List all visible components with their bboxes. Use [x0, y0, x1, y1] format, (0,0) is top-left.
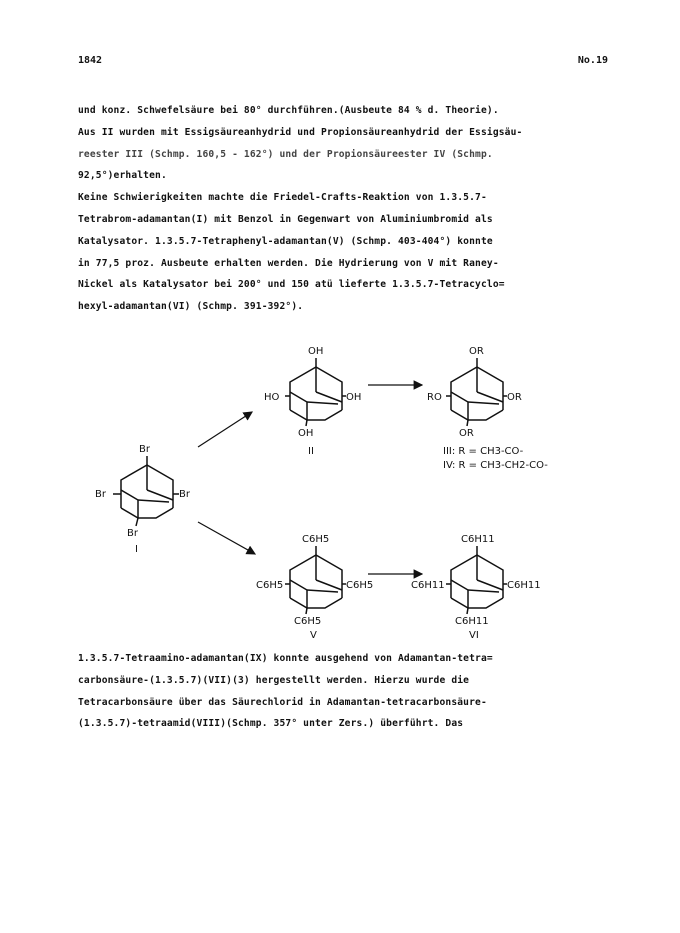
compound-label: I	[135, 544, 138, 555]
text-line: Keine Schwierigkeiten machte die Friedel-Crafts-Reaktion von 1.3.5.7-	[78, 192, 487, 204]
text-line: in 77,5 proz. Ausbeute erhalten werden. Die Hydrierung von V mit Raney-	[78, 257, 499, 269]
compound-III-IV	[427, 346, 548, 471]
reaction-scheme	[0, 332, 680, 642]
text-line: und konz. Schwefelsäure bei 80° durchführen.(Ausbeute 84 % d. Theorie).	[78, 105, 499, 116]
compound-II	[264, 346, 361, 457]
substituent-bottom: C6H5	[294, 616, 322, 627]
substituent-top: Br	[139, 444, 150, 455]
substituent-top: C6H11	[461, 534, 495, 545]
text-line: 1.3.5.7-Tetraamino-adamantan(IX) konnte ausgehend von Adamantan-tetra=	[78, 653, 493, 664]
substituent-right: OR	[507, 392, 522, 403]
paragraph-top	[78, 100, 618, 318]
substituent-bottom: OH	[298, 428, 314, 439]
substituent-top: OR	[469, 346, 484, 357]
substituent-bottom: OR	[459, 428, 474, 439]
compound-label: VI	[469, 630, 479, 641]
text-line: hexyl-adamantan(VI) (Schmp. 391-392°).	[78, 301, 304, 313]
text-line: Aus II wurden mit Essigsäureanhydrid und Propionsäureanhydrid der Essigsäu-	[78, 126, 523, 138]
issue-number: No.19	[577, 55, 608, 66]
reaction-arrow	[198, 522, 255, 554]
substituent-left: HO	[264, 392, 280, 403]
compound-label: V	[310, 630, 317, 641]
substituent-top: C6H5	[302, 534, 330, 545]
substituent-left: Br	[95, 489, 106, 500]
compound-I	[95, 444, 191, 555]
text-line: 92,5°)erhalten.	[78, 170, 167, 182]
page-number: 1842	[78, 55, 103, 66]
substituent-left: RO	[427, 392, 442, 403]
substituent-left: C6H5	[256, 580, 284, 591]
text-line: Katalysator. 1.3.5.7-Tetraphenyl-adamantan(V) (Schmp. 403-404°) konnte	[78, 235, 493, 247]
text-line: Nickel als Katalysator bei 200° und 150 atü lieferte 1.3.5.7-Tetracyclo=	[78, 279, 505, 291]
substituent-top: OH	[308, 346, 324, 357]
text-line: carbonsäure-(1.3.5.7)(VII)(3) hergestellt werden. Hierzu wurde die	[78, 674, 470, 686]
compound-VI	[411, 534, 541, 641]
text-line: (1.3.5.7)-tetraamid(VIII)(Schmp. 357° unter Zers.) überführt. Das	[78, 718, 464, 730]
compound-V	[256, 534, 373, 641]
substituent-bottom: Br	[127, 528, 138, 539]
legend-IV: IV: R = CH3-CH2-CO-	[443, 460, 548, 471]
reaction-arrow	[198, 412, 252, 447]
legend-III: III: R = CH3-CO-	[443, 446, 524, 457]
text-line: Tetrabrom-adamantan(I) mit Benzol in Gegenwart von Aluminiumbromid als	[78, 213, 493, 225]
substituent-right: OH	[346, 392, 362, 403]
substituent-right: C6H5	[346, 580, 374, 591]
compound-label: II	[308, 446, 314, 457]
substituent-bottom: C6H11	[455, 616, 489, 627]
text-line: Tetracarbonsäure über das Säurechlorid in Adamantan-tetracarbonsäure-	[78, 696, 487, 708]
text-line: reester III (Schmp. 160,5 - 162°) und der Propionsäureester IV (Schmp.	[78, 148, 493, 160]
substituent-right: Br	[179, 489, 190, 500]
substituent-left: C6H11	[411, 580, 445, 591]
paragraph-bottom	[78, 648, 618, 735]
substituent-right: C6H11	[507, 580, 541, 591]
